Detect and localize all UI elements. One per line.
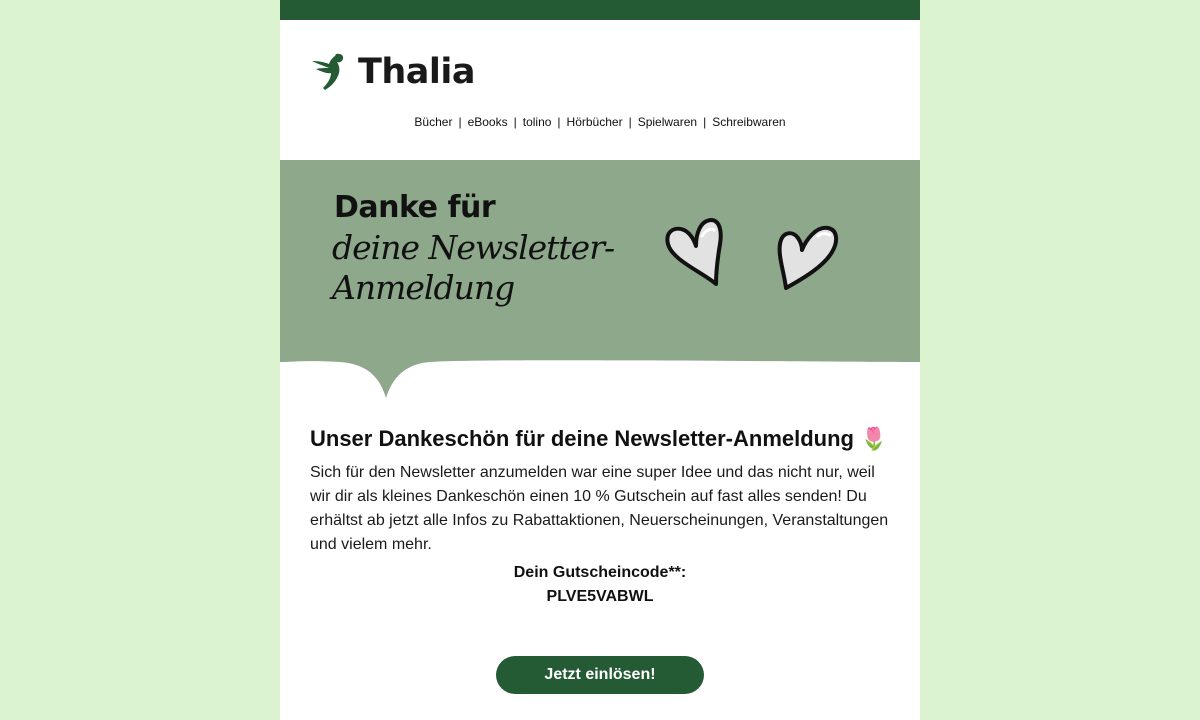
nav-separator: | — [458, 115, 462, 129]
nav-item-ebooks[interactable]: eBooks — [467, 115, 508, 129]
nav-item-spielwaren[interactable]: Spielwaren — [637, 115, 698, 129]
speech-bubble-divider — [280, 358, 920, 400]
voucher-code-label: Dein Gutscheincode**: — [513, 564, 687, 581]
top-bar — [280, 0, 920, 20]
logo-row — [280, 20, 920, 112]
redeem-button[interactable]: Jetzt einlösen! — [496, 656, 704, 694]
heart-icon — [774, 220, 842, 292]
nav-separator: | — [557, 115, 561, 129]
nav-separator: | — [513, 115, 517, 129]
heart-icon — [662, 216, 724, 288]
category-nav — [280, 112, 920, 160]
hero-title-line2: deine Newsletter- — [332, 228, 615, 267]
thalia-figure-icon — [310, 52, 354, 92]
nav-item-hoerbuecher[interactable]: Hörbücher — [566, 115, 623, 129]
hero-title-line1: Danke für — [334, 190, 496, 225]
body-text: Sich für den Newsletter anzumelden war eine super Idee und das nicht nur, weil wir dir als kleines Dankeschön einen 10 % Gutschein auf fast alles senden! Du erhältst ab jetzt alle Infos zu Rabattaktionen, Neuerscheinungen, Veranstaltungen und vielem mehr. — [310, 464, 889, 553]
hero-banner[interactable] — [280, 160, 920, 360]
hero-title-line3: Anmeldung — [332, 268, 515, 307]
main-content — [310, 424, 890, 609]
nav-separator: | — [628, 115, 632, 129]
thalia-logo[interactable] — [310, 52, 475, 92]
brand-name: Thalia — [358, 51, 476, 92]
headline: Unser Dankeschön für deine Newsletter-Anmeldung 🌷 — [310, 426, 888, 451]
voucher-code: PLVE5VABWL — [546, 588, 654, 605]
nav-item-schreibwaren[interactable]: Schreibwaren — [712, 115, 786, 129]
nav-item-tolino[interactable]: tolino — [522, 115, 552, 129]
email-container — [280, 0, 920, 720]
nav-item-buecher[interactable]: Bücher — [414, 115, 453, 129]
nav-separator: | — [703, 115, 707, 129]
